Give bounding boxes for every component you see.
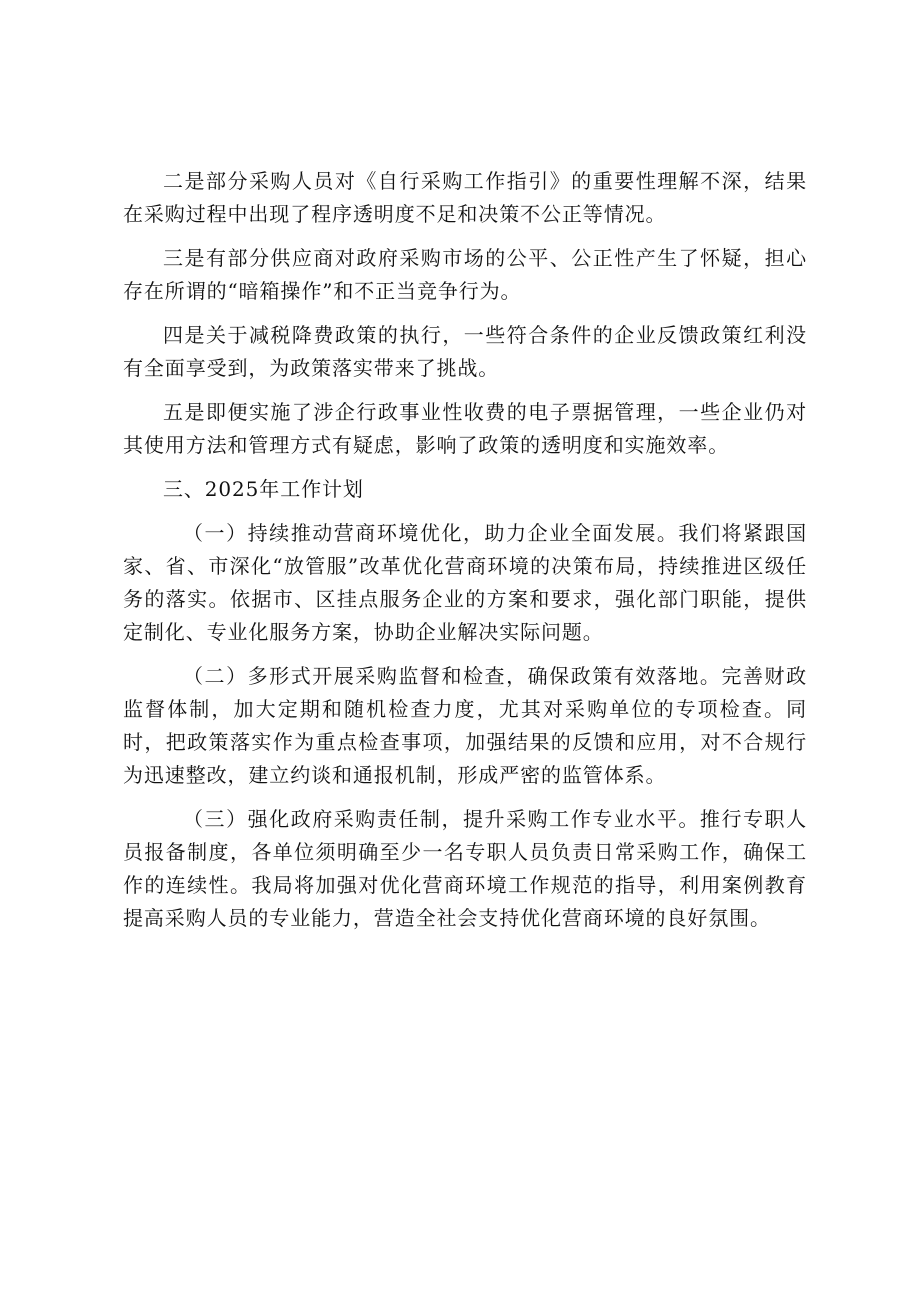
plan-item-one: （一）持续推动营商环境优化，助力企业全面发展。我们将紧跟国家、省、市深化“放管服”改革优化营商环境的决策布局，持续推进区级任务的落实。依据市、区挂点服务企业的方案和要求，强化部门职能，提供定制化、专业化服务方案，协助企业解决实际问题。 [123,521,807,644]
section-heading: 三、2025年工作计划 [163,477,364,501]
plan-item-two: （二）多形式开展采购监督和检查，确保政策有效落地。完善财政监督体制，加大定期和随机检查力度，尤其对采购单位的专项检查。同时，把政策落实作为重点检查事项，加强结果的反馈和应用，对不合规行为迅速整改，建立约谈和通报机制，形成严密的监管体系。 [123,664,807,787]
paragraph-issue-three: 三是有部分供应商对政府采购市场的公平、公正性产生了怀疑，担心存在所谓的“暗箱操作”和不正当竞争行为。 [123,246,807,303]
plan-item-three: （三）强化政府采购责任制，提升采购工作专业水平。推行专职人员报备制度，各单位须明确至少一名专职人员负责日常采购工作，确保工作的连续性。我局将加强对优化营商环境工作规范的指导，利用案例教育提高采购人员的专业能力，营造全社会支持优化营商环境的良好氛围。 [123,807,807,930]
paragraph-issue-five: 五是即便实施了涉企行政事业性收费的电子票据管理，一些企业仍对其使用方法和管理方式有疑虑，影响了政策的透明度和实施效率。 [123,400,807,457]
document-body [123,165,807,946]
paragraph-issue-four: 四是关于减税降费政策的执行，一些符合条件的企业反馈政策红利没有全面享受到，为政策落实带来了挑战。 [123,323,807,380]
paragraph-issue-two: 二是部分采购人员对《自行采购工作指引》的重要性理解不深，结果在采购过程中出现了程序透明度不足和决策不公正等情况。 [123,169,807,226]
